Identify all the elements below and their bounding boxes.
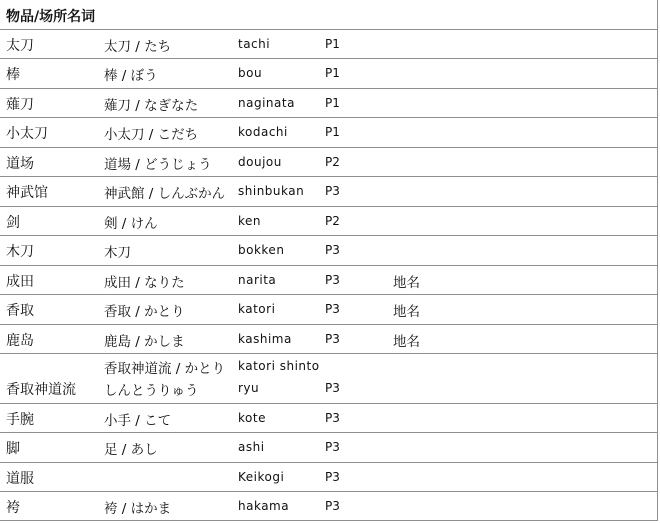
kana-cell: 鹿島 / かしま [104,334,185,350]
romaji-cell: narita [238,273,277,287]
romaji-cell: bou [238,66,263,80]
romaji-cell: bokken [238,243,285,257]
kana-cell: 太刀 / たち [104,39,172,55]
page-cell: P2 [325,155,340,169]
term-cell: 道服 [6,471,34,487]
page-cell: P1 [325,37,340,51]
table-row [0,89,657,118]
romaji-cell: naginata [238,96,295,110]
kana-cell: 棒 / ぼう [104,68,158,84]
note-cell: 地名 [393,275,420,291]
table-row [0,118,657,148]
romaji-cell: hakama [238,499,290,513]
page-cell: P3 [325,381,340,395]
kana-cell: 袴 / はかま [104,501,172,517]
kana-cell: 小手 / こて [104,413,172,429]
table-row [0,177,657,207]
kana-cell: 道場 / どうじょう [104,157,212,173]
kana-cell: 木刀 [104,245,131,261]
table-row [0,433,657,463]
term-cell: 太刀 [6,38,34,54]
term-cell: 成田 [6,274,34,290]
romaji-cell-line2: ryu [238,381,260,395]
kana-cell-line1: 香取神道流 / かとり [104,361,226,377]
table-row [0,325,657,354]
kana-cell: 薙刀 / なぎなた [104,98,199,114]
romaji-cell: katori [238,302,276,316]
table-row [0,266,657,295]
romaji-cell: Keikogi [238,470,285,484]
table-row [0,295,657,325]
table-row [0,354,657,404]
table-row [0,492,657,521]
table-row [0,404,657,433]
page-cell: P3 [325,499,340,513]
term-cell: 棒 [6,67,20,83]
term-cell: 手腕 [6,412,34,428]
table-row [0,236,657,266]
table-header-row [0,0,658,30]
table-row [0,30,657,59]
kana-cell: 神武館 / しんぶかん [104,186,226,202]
term-cell: 道场 [6,156,34,172]
table-row [0,207,657,236]
kana-cell: 成田 / なりた [104,275,185,291]
vocabulary-table [0,30,658,521]
romaji-cell: ken [238,214,262,228]
kana-cell: 剣 / けん [104,216,158,232]
note-cell: 地名 [393,304,420,320]
page-cell: P3 [325,411,340,425]
table-title: 物品/场所名词 [6,9,96,25]
page-cell: P2 [325,214,340,228]
romaji-cell-line1: katori shinto [238,359,320,373]
term-cell: 香取 [6,303,34,319]
table-row [0,59,657,89]
term-cell: 脚 [6,441,20,457]
page-cell: P1 [325,96,340,110]
kana-cell: 足 / あし [104,442,158,458]
romaji-cell: doujou [238,155,282,169]
kana-cell-line2: しんとうりゅう [104,383,199,399]
term-cell: 鹿岛 [6,333,34,349]
term-cell: 剑 [6,215,20,231]
romaji-cell: tachi [238,37,271,51]
term-cell: 薙刀 [6,97,34,113]
romaji-cell: shinbukan [238,184,305,198]
term-cell: 袴 [6,500,20,516]
kana-cell: 小太刀 / こだち [104,127,199,143]
term-cell: 木刀 [6,244,34,260]
page-cell: P3 [325,470,340,484]
page-cell: P3 [325,332,340,346]
term-cell: 香取神道流 [6,382,76,398]
note-cell: 地名 [393,334,420,350]
table-row [0,463,657,492]
romaji-cell: kashima [238,332,292,346]
page-cell: P3 [325,184,340,198]
table-row [0,148,657,177]
romaji-cell: kodachi [238,125,288,139]
page-cell: P3 [325,440,340,454]
page-cell: P1 [325,125,340,139]
page-cell: P3 [325,273,340,287]
page-cell: P3 [325,243,340,257]
romaji-cell: ashi [238,440,265,454]
page-cell: P1 [325,66,340,80]
kana-cell: 香取 / かとり [104,304,185,320]
term-cell: 小太刀 [6,126,48,142]
term-cell: 神武馆 [6,185,48,201]
page-cell: P3 [325,302,340,316]
romaji-cell: kote [238,411,266,425]
